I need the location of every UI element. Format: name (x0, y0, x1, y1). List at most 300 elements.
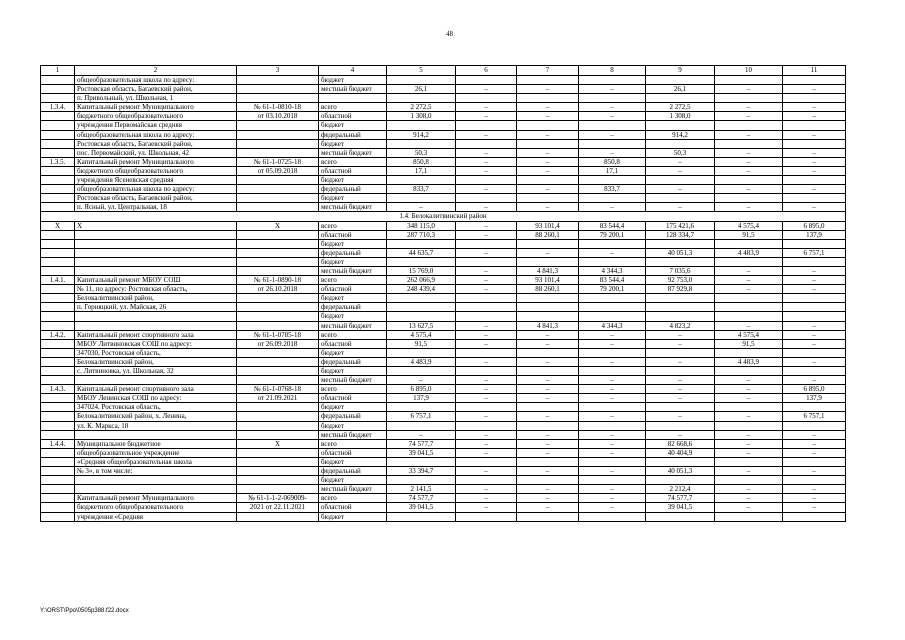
year-col-10-cell: – (715, 285, 783, 294)
year-col-11-cell: – (783, 203, 846, 212)
year-col-8-cell (579, 176, 646, 185)
year-col-7-cell: – (517, 448, 579, 457)
year-col-8-cell (579, 294, 646, 303)
year-col-10-cell: – (715, 494, 783, 503)
document-cell (237, 485, 319, 494)
document-cell (237, 239, 319, 248)
document-cell (237, 139, 319, 148)
row-number-cell (41, 266, 75, 275)
year-col-8-cell: – (579, 467, 646, 476)
year-col-10-cell (715, 176, 783, 185)
table-row (41, 312, 846, 321)
year-col-6-cell: – (456, 339, 517, 348)
description-cell (75, 485, 237, 494)
table-row (41, 121, 846, 130)
row-number-cell (41, 303, 75, 312)
year-col-8-cell: – (579, 385, 646, 394)
year-col-10-cell (715, 94, 783, 103)
table-row (41, 376, 846, 385)
year-col-9-cell: 40 404,9 (646, 448, 715, 457)
year-col-7-cell: 88 260,1 (517, 285, 579, 294)
year-col-7-cell: – (517, 339, 579, 348)
year-col-8-cell (579, 139, 646, 148)
description-cell: общеобразовательная школа по адресу: (75, 185, 237, 194)
budget-type-cell: всего (319, 439, 387, 448)
year-col-8-cell (579, 403, 646, 412)
year-col-11-cell: – (783, 494, 846, 503)
year-col-8-cell (579, 303, 646, 312)
table-row (41, 157, 846, 166)
table-row (41, 257, 846, 266)
year-col-7-cell: – (517, 503, 579, 512)
section-row (41, 212, 846, 221)
year-col-11-cell (783, 257, 846, 266)
budget-type-cell: всего (319, 157, 387, 166)
document-cell: от 05.09.2018 (237, 166, 319, 175)
year-col-11-cell: – (783, 148, 846, 157)
row-number-cell (41, 485, 75, 494)
year-col-11-cell: – (783, 103, 846, 112)
year-col-10-cell: – (715, 485, 783, 494)
year-col-8-cell: – (579, 412, 646, 421)
budget-type-cell: бюджет (319, 403, 387, 412)
year-col-6-cell (456, 121, 517, 130)
year-col-9-cell: – (646, 185, 715, 194)
year-col-11-cell: 6 895,0 (783, 221, 846, 230)
year-col-9-cell: – (646, 385, 715, 394)
document-cell (237, 230, 319, 239)
table-row (41, 321, 846, 330)
year-col-8-cell (579, 457, 646, 466)
total-value-cell: 91,5 (387, 339, 456, 348)
document-cell (237, 248, 319, 257)
description-cell: № 3», в том числе: (75, 467, 237, 476)
budget-type-cell: бюджет (319, 421, 387, 430)
year-col-6-cell: – (456, 503, 517, 512)
row-number-cell: 1.4.4. (41, 439, 75, 448)
document-cell (237, 412, 319, 421)
year-col-11-cell: 137,9 (783, 394, 846, 403)
budget-type-cell: бюджет (319, 239, 387, 248)
budget-type-cell: бюджет (319, 457, 387, 466)
year-col-7-cell: 4 841,3 (517, 321, 579, 330)
year-col-10-cell (715, 312, 783, 321)
year-col-8-cell: – (579, 439, 646, 448)
header-cell: 5 (387, 66, 456, 76)
year-col-8-cell (579, 421, 646, 430)
year-col-6-cell: – (456, 439, 517, 448)
year-col-7-cell: – (517, 376, 579, 385)
year-col-6-cell (456, 139, 517, 148)
total-value-cell (387, 403, 456, 412)
year-col-6-cell: – (456, 230, 517, 239)
year-col-8-cell (579, 121, 646, 130)
year-col-7-cell (517, 312, 579, 321)
year-col-7-cell: – (517, 185, 579, 194)
row-number-cell (41, 394, 75, 403)
document-cell (237, 457, 319, 466)
year-col-9-cell: 40 051,3 (646, 248, 715, 257)
budget-type-cell (319, 94, 387, 103)
year-col-6-cell: – (456, 221, 517, 230)
table-row (41, 412, 846, 421)
row-number-cell (41, 448, 75, 457)
budget-type-cell: областной (319, 112, 387, 121)
total-value-cell (387, 194, 456, 203)
header-cell: 9 (646, 66, 715, 76)
description-cell: 347030, Ростовская область, (75, 348, 237, 357)
year-col-6-cell: – (456, 112, 517, 121)
year-col-7-cell (517, 403, 579, 412)
total-value-cell: 15 769,0 (387, 266, 456, 275)
budget-type-cell: федеральный (319, 185, 387, 194)
header-cell: 6 (456, 66, 517, 76)
year-col-7-cell (517, 476, 579, 485)
row-number-cell (41, 503, 75, 512)
row-number-cell (41, 76, 75, 85)
year-col-8-cell: – (579, 394, 646, 403)
header-cell: 4 (319, 66, 387, 76)
row-number-cell (41, 194, 75, 203)
year-col-10-cell: – (715, 321, 783, 330)
table-row (41, 330, 846, 339)
total-value-cell (387, 512, 456, 521)
budget-type-cell: бюджет (319, 176, 387, 185)
year-col-6-cell: – (456, 494, 517, 503)
year-col-9-cell (646, 348, 715, 357)
row-number-cell (41, 239, 75, 248)
row-number-cell: 1.3.5. (41, 157, 75, 166)
description-cell: с. Литвиновка, ул. Школьная, 32 (75, 367, 237, 376)
table-row (41, 494, 846, 503)
row-number-cell (41, 476, 75, 485)
table-row (41, 239, 846, 248)
year-col-10-cell: – (715, 385, 783, 394)
row-number-cell (41, 285, 75, 294)
year-col-8-cell: 83 544,4 (579, 276, 646, 285)
year-col-10-cell (715, 121, 783, 130)
budget-type-cell: федеральный (319, 248, 387, 257)
year-col-6-cell: – (456, 130, 517, 139)
year-col-6-cell (456, 257, 517, 266)
year-col-10-cell: 4 483,9 (715, 357, 783, 366)
year-col-8-cell: – (579, 130, 646, 139)
total-value-cell: 33 394,7 (387, 467, 456, 476)
year-col-8-cell: – (579, 494, 646, 503)
year-col-7-cell: – (517, 112, 579, 121)
year-col-6-cell: – (456, 166, 517, 175)
budget-type-cell: федеральный (319, 357, 387, 366)
year-col-10-cell: – (715, 467, 783, 476)
year-col-7-cell (517, 257, 579, 266)
document-cell (237, 421, 319, 430)
total-value-cell (387, 294, 456, 303)
table-row (41, 85, 846, 94)
header-cell: 7 (517, 66, 579, 76)
year-col-10-cell (715, 348, 783, 357)
year-col-9-cell: 92 753,0 (646, 276, 715, 285)
year-col-9-cell: 87 929,8 (646, 285, 715, 294)
year-col-6-cell (456, 457, 517, 466)
description-cell: бюджетного общеобразовательного (75, 112, 237, 121)
table-row (41, 403, 846, 412)
row-number-cell (41, 148, 75, 157)
budget-type-cell: местный бюджет (319, 321, 387, 330)
year-col-8-cell (579, 512, 646, 521)
table-header-row (41, 66, 846, 76)
table-row (41, 503, 846, 512)
document-cell (237, 130, 319, 139)
document-cell (237, 512, 319, 521)
description-cell (75, 476, 237, 485)
year-col-9-cell (646, 367, 715, 376)
budget-type-cell: местный бюджет (319, 485, 387, 494)
description-cell: Муниципальное бюджетное (75, 439, 237, 448)
year-col-11-cell: – (783, 85, 846, 94)
year-col-10-cell (715, 476, 783, 485)
year-col-10-cell (715, 421, 783, 430)
description-cell: общеобразовательная школа по адресу: (75, 130, 237, 139)
budget-type-cell: всего (319, 494, 387, 503)
year-col-9-cell: 2 212,4 (646, 485, 715, 494)
total-value-cell: 262 066,9 (387, 276, 456, 285)
year-col-8-cell: 833,7 (579, 185, 646, 194)
year-col-6-cell (456, 76, 517, 85)
description-cell (75, 430, 237, 439)
table-row (41, 94, 846, 103)
total-value-cell (387, 121, 456, 130)
total-value-cell: 137,9 (387, 394, 456, 403)
year-col-6-cell: – (456, 430, 517, 439)
row-number-cell (41, 185, 75, 194)
year-col-10-cell: – (715, 85, 783, 94)
year-col-11-cell (783, 421, 846, 430)
table-row (41, 357, 846, 366)
year-col-10-cell (715, 403, 783, 412)
year-col-10-cell (715, 139, 783, 148)
document-cell: от 21.09.2021 (237, 394, 319, 403)
description-cell: Белокалитвинский район, (75, 357, 237, 366)
table-row (41, 367, 846, 376)
year-col-7-cell (517, 94, 579, 103)
year-col-9-cell (646, 94, 715, 103)
year-col-9-cell (646, 176, 715, 185)
year-col-7-cell: – (517, 412, 579, 421)
year-col-8-cell (579, 476, 646, 485)
description-cell: Белокалитвинский район, х. Ленина, (75, 412, 237, 421)
table-row (41, 430, 846, 439)
document-cell: № 61-1-0725-18 (237, 157, 319, 166)
description-cell: 347024, Ростовская область, (75, 403, 237, 412)
description-cell: п. Привольный, ул. Школьная, 1 (75, 94, 237, 103)
total-value-cell: 4 575,4 (387, 330, 456, 339)
header-cell: 10 (715, 66, 783, 76)
year-col-10-cell: – (715, 112, 783, 121)
year-col-7-cell: – (517, 385, 579, 394)
document-cell: № 61-1-0890-18 (237, 276, 319, 285)
year-col-8-cell: – (579, 203, 646, 212)
document-cell (237, 85, 319, 94)
year-col-11-cell: – (783, 485, 846, 494)
total-value-cell: 1 308,0 (387, 112, 456, 121)
year-col-10-cell: – (715, 448, 783, 457)
year-col-9-cell: 26,1 (646, 85, 715, 94)
year-col-11-cell (783, 76, 846, 85)
document-cell (237, 257, 319, 266)
year-col-11-cell (783, 176, 846, 185)
table-row (41, 148, 846, 157)
year-col-6-cell: – (456, 394, 517, 403)
year-col-9-cell (646, 512, 715, 521)
year-col-9-cell: – (646, 203, 715, 212)
document-cell (237, 176, 319, 185)
year-col-10-cell (715, 76, 783, 85)
description-cell: «Средняя общеобразовательная школа (75, 457, 237, 466)
description-cell (75, 312, 237, 321)
year-col-10-cell (715, 457, 783, 466)
year-col-11-cell: – (783, 376, 846, 385)
year-col-7-cell: – (517, 394, 579, 403)
total-value-cell (387, 257, 456, 266)
year-col-6-cell: – (456, 448, 517, 457)
year-col-10-cell (715, 367, 783, 376)
year-col-6-cell: – (456, 376, 517, 385)
row-number-cell: 1.4.3. (41, 385, 75, 394)
document-cell (237, 194, 319, 203)
year-col-6-cell: – (456, 266, 517, 275)
total-value-cell: 348 115,0 (387, 221, 456, 230)
year-col-11-cell: – (783, 448, 846, 457)
row-number-cell (41, 248, 75, 257)
year-col-11-cell (783, 194, 846, 203)
document-cell: от 26.10.2018 (237, 285, 319, 294)
year-col-9-cell: 128 334,7 (646, 230, 715, 239)
year-col-11-cell: – (783, 357, 846, 366)
year-col-7-cell: – (517, 203, 579, 212)
year-col-10-cell: – (715, 266, 783, 275)
document-cell (237, 94, 319, 103)
total-value-cell (387, 239, 456, 248)
budget-type-cell: бюджет (319, 512, 387, 521)
page-number: 48 (446, 30, 453, 38)
row-number-cell: 1.3.4. (41, 103, 75, 112)
year-col-9-cell: 39 041,5 (646, 503, 715, 512)
total-value-cell: 6 757,1 (387, 412, 456, 421)
description-cell (75, 321, 237, 330)
table-row (41, 294, 846, 303)
row-number-cell (41, 367, 75, 376)
description-cell: Капитальный ремонт Муниципального (75, 494, 237, 503)
year-col-7-cell: 93 101,4 (517, 276, 579, 285)
year-col-7-cell (517, 194, 579, 203)
year-col-10-cell: 4 575,4 (715, 221, 783, 230)
budget-type-cell: областной (319, 394, 387, 403)
year-col-8-cell: – (579, 103, 646, 112)
row-number-cell (41, 203, 75, 212)
budget-type-cell: бюджет (319, 257, 387, 266)
description-cell: Ростовская область, Багаевский район, (75, 139, 237, 148)
year-col-6-cell (456, 348, 517, 357)
year-col-9-cell (646, 194, 715, 203)
year-col-8-cell: – (579, 248, 646, 257)
year-col-11-cell: 6 757,1 (783, 412, 846, 421)
year-col-10-cell: – (715, 166, 783, 175)
table-row (41, 394, 846, 403)
row-number-cell (41, 121, 75, 130)
year-col-11-cell (783, 403, 846, 412)
year-col-10-cell: – (715, 157, 783, 166)
total-value-cell: 50,3 (387, 148, 456, 157)
row-number-cell (41, 412, 75, 421)
budget-type-cell: бюджет (319, 312, 387, 321)
budget-type-cell: бюджет (319, 194, 387, 203)
year-col-7-cell: – (517, 148, 579, 157)
year-col-10-cell: – (715, 430, 783, 439)
year-col-6-cell: – (456, 412, 517, 421)
year-col-11-cell (783, 312, 846, 321)
year-col-7-cell (517, 457, 579, 466)
row-number-cell (41, 166, 75, 175)
table-row (41, 103, 846, 112)
year-col-6-cell (456, 512, 517, 521)
total-value-cell: 4 483,9 (387, 357, 456, 366)
header-cell: 11 (783, 66, 846, 76)
total-value-cell: – (387, 203, 456, 212)
year-col-10-cell: 91,5 (715, 339, 783, 348)
year-col-11-cell: – (783, 430, 846, 439)
year-col-9-cell: – (646, 412, 715, 421)
year-col-11-cell (783, 303, 846, 312)
year-col-8-cell (579, 194, 646, 203)
row-number-cell (41, 348, 75, 357)
total-value-cell (387, 421, 456, 430)
year-col-7-cell: – (517, 439, 579, 448)
year-col-10-cell: – (715, 394, 783, 403)
year-col-9-cell: – (646, 330, 715, 339)
row-number-cell (41, 376, 75, 385)
year-col-9-cell (646, 403, 715, 412)
year-col-11-cell: – (783, 439, 846, 448)
description-cell: Ростовская область, Багаевский район, (75, 194, 237, 203)
year-col-9-cell: – (646, 166, 715, 175)
budget-type-cell: федеральный (319, 467, 387, 476)
budget-type-cell: областной (319, 503, 387, 512)
year-col-11-cell (783, 294, 846, 303)
year-col-8-cell: 79 200,1 (579, 285, 646, 294)
row-number-cell (41, 321, 75, 330)
year-col-11-cell (783, 367, 846, 376)
year-col-9-cell (646, 257, 715, 266)
description-cell: МБОУ Ленинская СОШ по адресу: (75, 394, 237, 403)
total-value-cell: 74 577,7 (387, 439, 456, 448)
year-col-9-cell: – (646, 157, 715, 166)
year-col-11-cell: – (783, 503, 846, 512)
year-col-8-cell (579, 76, 646, 85)
total-value-cell (387, 94, 456, 103)
document-cell (237, 321, 319, 330)
total-value-cell (387, 176, 456, 185)
year-col-9-cell: 40 051,3 (646, 467, 715, 476)
budget-type-cell: местный бюджет (319, 85, 387, 94)
year-col-7-cell: – (517, 85, 579, 94)
document-cell: X (237, 439, 319, 448)
total-value-cell: 248 439,4 (387, 285, 456, 294)
table-row (41, 221, 846, 230)
year-col-10-cell (715, 239, 783, 248)
year-col-7-cell: 4 841,3 (517, 266, 579, 275)
year-col-9-cell: 1 308,0 (646, 112, 715, 121)
year-col-8-cell: – (579, 376, 646, 385)
